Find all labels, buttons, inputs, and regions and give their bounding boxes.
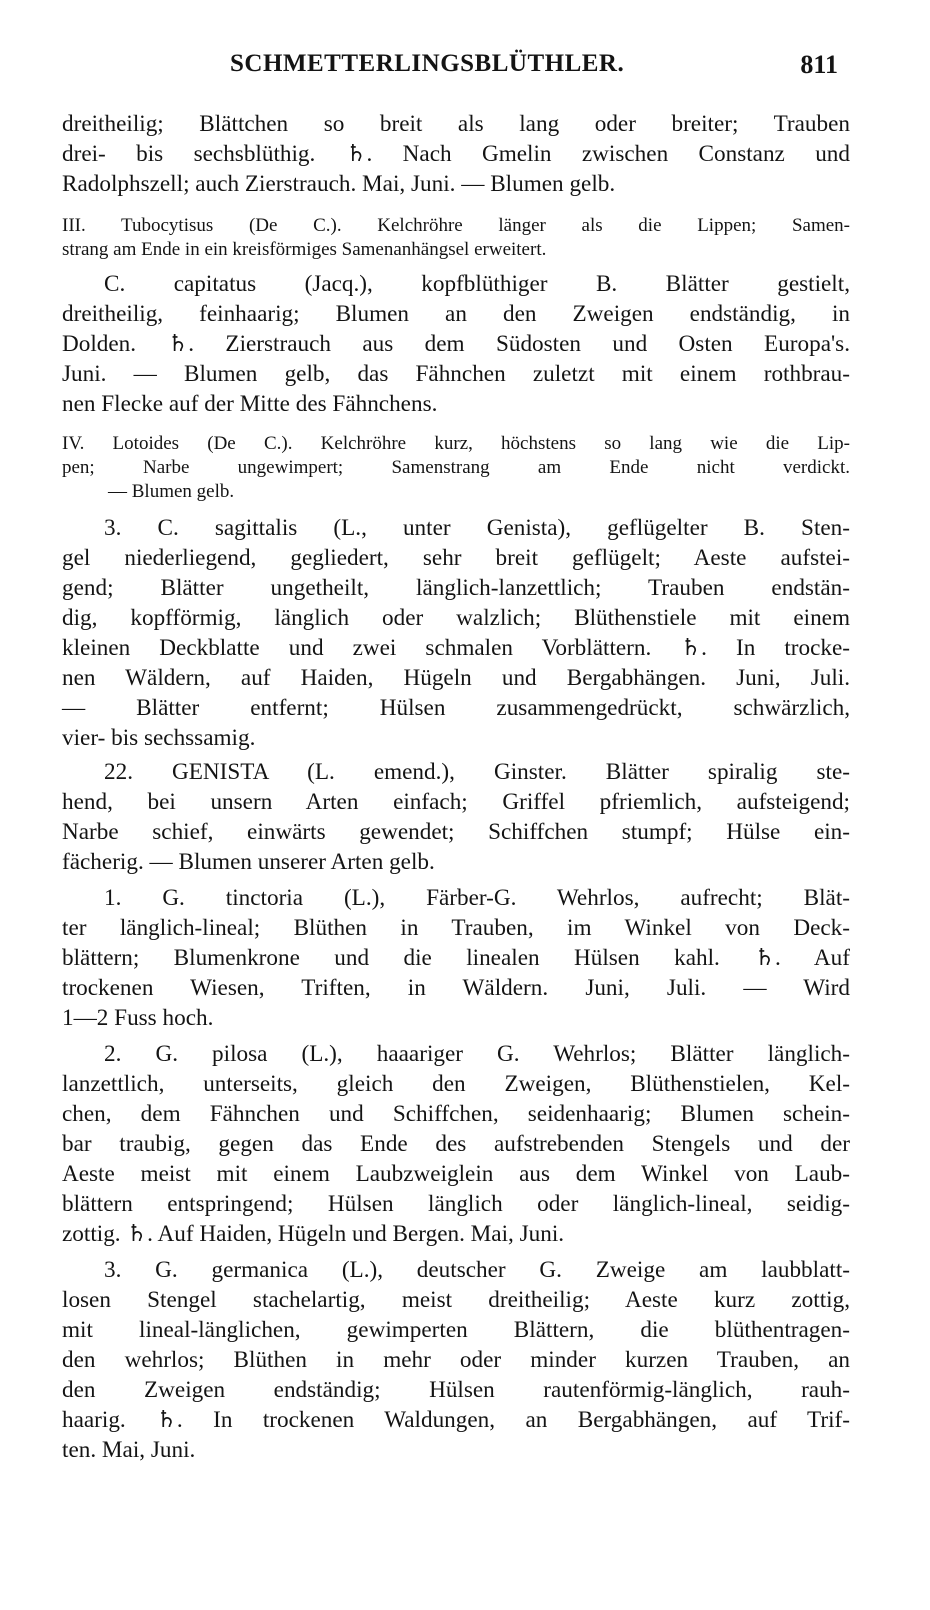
text-line: ten. Mai, Juni.: [62, 1437, 196, 1463]
species-entry-line: 3. C. sagittalis (L., unter Genista), geflügelter B. Sten-: [104, 515, 850, 541]
page-number: 811: [800, 50, 838, 79]
text-line: 1—2 Fuss hoch.: [62, 1005, 214, 1031]
section-heading-line: III. Tubocytisus (De C.). Kelchröhre länger als die Lippen; Samen-: [62, 215, 850, 236]
text-line: kleinen Deckblatte und zwei schmalen Vorblättern. ♄. In trocke-: [62, 635, 850, 661]
text-line: vier- bis sechssamig.: [62, 725, 256, 751]
text-line: nen Wäldern, auf Haiden, Hügeln und Bergabhängen. Juni, Juli.: [62, 665, 850, 691]
text-line: gel niederliegend, gegliedert, sehr breit geflügelt; Aeste aufstei-: [62, 545, 850, 571]
text-line: bar traubig, gegen das Ende des aufstrebenden Stengels und der: [62, 1131, 850, 1157]
text-line: Aeste meist mit einem Laubzweiglein aus dem Winkel von Laub-: [62, 1161, 850, 1187]
running-title: SCHMETTERLINGSBLÜTHLER.: [230, 50, 625, 77]
text-line: trockenen Wiesen, Triften, in Wäldern. Juni, Juli. — Wird: [62, 975, 850, 1001]
species-entry-line: 2. G. pilosa (L.), haaariger G. Wehrlos; Blätter länglich-: [104, 1041, 850, 1067]
text-line: blättern entspringend; Hülsen länglich oder länglich-lineal, seidig-: [62, 1191, 850, 1217]
text-line: — Blätter entfernt; Hülsen zusammengedrückt, schwärzlich,: [62, 695, 850, 721]
text-line: pen; Narbe ungewimpert; Samenstrang am Ende nicht verdickt.: [62, 457, 850, 478]
text-line: losen Stengel stachelartig, meist dreitheilig; Aeste kurz zottig,: [62, 1287, 850, 1313]
text-line: fächerig. — Blumen unserer Arten gelb.: [62, 849, 435, 875]
text-line: dreitheilig; Blättchen so breit als lang oder breiter; Trauben: [62, 111, 850, 137]
species-entry-line: 3. G. germanica (L.), deutscher G. Zweige am laubblatt-: [104, 1257, 850, 1283]
text-line: blättern; Blumenkrone und die linealen Hülsen kahl. ♄. Auf: [62, 945, 850, 971]
text-line: hend, bei unsern Arten einfach; Griffel pfriemlich, aufsteigend;: [62, 789, 850, 815]
text-line: gend; Blätter ungetheilt, länglich-lanzettlich; Trauben endstän-: [62, 575, 850, 601]
text-line: lanzettlich, unterseits, gleich den Zweigen, Blüthenstielen, Kel-: [62, 1071, 850, 1097]
text-line: haarig. ♄. In trockenen Waldungen, an Bergabhängen, auf Trif-: [62, 1407, 850, 1433]
text-line: zottig. ♄. Auf Haiden, Hügeln und Bergen. Mai, Juni.: [62, 1221, 565, 1247]
text-line: — Blumen gelb.: [108, 481, 235, 502]
text-line: mit lineal-länglichen, gewimperten Blättern, die blüthentragen-: [62, 1317, 850, 1343]
text-line: den Zweigen endständig; Hülsen rautenförmig-länglich, rauh-: [62, 1377, 850, 1403]
running-head: [62, 48, 852, 88]
text-line: Juni. — Blumen gelb, das Fähnchen zuletzt mit einem rothbrau-: [62, 361, 850, 387]
genus-heading-line: 22. GENISTA (L. emend.), Ginster. Blätter spiralig ste-: [104, 759, 850, 785]
text-line: Radolphszell; auch Zierstrauch. Mai, Juni. — Blumen gelb.: [62, 171, 616, 197]
section-heading-line: IV. Lotoides (De C.). Kelchröhre kurz, höchstens so lang wie die Lip-: [62, 433, 850, 454]
text-line: nen Flecke auf der Mitte des Fähnchens.: [62, 391, 438, 417]
text-line: dig, kopfförmig, länglich oder walzlich; Blüthenstiele mit einem: [62, 605, 850, 631]
text-line: Narbe schief, einwärts gewendet; Schiffchen stumpf; Hülse ein-: [62, 819, 850, 845]
text-line: strang am Ende in ein kreisförmiges Samenanhängsel erweitert.: [62, 239, 547, 260]
text-line: Dolden. ♄. Zierstrauch aus dem Südosten und Osten Europa's.: [62, 331, 850, 357]
species-entry-line: 1. G. tinctoria (L.), Färber-G. Wehrlos, aufrecht; Blät-: [104, 885, 850, 911]
text-line: drei- bis sechsblüthig. ♄. Nach Gmelin zwischen Constanz und: [62, 141, 850, 167]
text-line: chen, dem Fähnchen und Schiffchen, seidenhaarig; Blumen schein-: [62, 1101, 850, 1127]
text-line: den wehrlos; Blüthen in mehr oder minder kurzen Trauben, an: [62, 1347, 850, 1373]
text-line: ter länglich-lineal; Blüthen in Trauben, im Winkel von Deck-: [62, 915, 850, 941]
species-entry-line: C. capitatus (Jacq.), kopfblüthiger B. Blätter gestielt,: [104, 271, 850, 297]
text-line: dreitheilig, feinhaarig; Blumen an den Zweigen endständig, in: [62, 301, 850, 327]
